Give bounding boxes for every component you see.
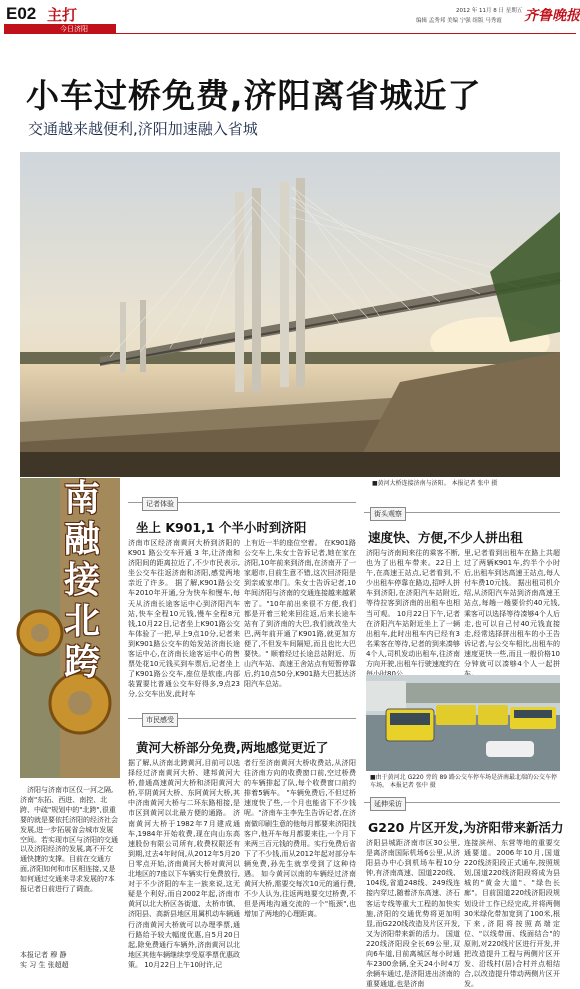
- sidebar-credit-reporter: 本报记者 穆 静: [20, 951, 67, 959]
- section-label: 主打: [47, 6, 78, 24]
- article3-title: 黄河大桥部分免费,两地感觉更近了: [136, 740, 329, 755]
- article2-col2: 里,记者看到出租车在路上共超过了两辆K901车,约半个小时后,出租车到达高速王站点,每人付车费10元钱。 据出租司机介绍,从济阳汽车站到济南高速王站点,每趟一趟要价约40元钱,乘客可以选择等待凑够4个人后走,也可以自己付40元钱直接走,经常选择拼出租车的小王告诉记者,与公交车相比,出租车的速度更快一些,而且一般价格10分钟就可以凑够4个人一起拼: [464, 549, 560, 669]
- sidebar-graphic: [20, 478, 120, 778]
- page-header: [0, 0, 580, 36]
- article4-col2: 连接滨州、东营等地的重要交通要道。2006年10月,国道220线济阳段正式通车,按照规划,国道220线济阳段将成为县城的"黄金大道"、"绿色长廊"。目前国道220线济阳段规划设计工作已经完成,并将两侧30米绿化带加宽到了100米,根下来,济阳将按照高端定位、"以线带面、线面结合"的原则,对220线片区进行开发,并把改造提升工程与两侧片区开发、沿线村(居)合村并点相结合,以改造提升带动两侧片区开发。: [464, 839, 560, 989]
- bus-depot-photo: [366, 675, 560, 771]
- article4-tag: 延伸采访: [370, 797, 406, 811]
- article1-col1: 济南市区经济南黄河大桥到济阳的 K901 路公交车开通 3 年,让济南和济阳间的距离拉近了,不少市民表示,坐公交车往返济南和济阳,感觉两地亲近了许多。 据了解,K901路公交车2010年开通,分为快车和慢车,每天从济南长途客运中心到济阳汽车站,快车全程10元钱,慢车全程8元钱,10月22日,记者坐上K901路公交车体验了一把,早上9点10分,记者来到K901路公交车的始发站济南长途客运中心,在济南长途客运中心的售票处花10元钱买到车票后,记者坐上了K901路公交车,座位是软座,内部装置要比普通公交车好得多,9点23分,公交车出发,此时车: [128, 539, 240, 699]
- bridge-photo: [20, 152, 560, 477]
- editors-line: 编辑 孟秀邦 美编 宁强 组版 马秀霞: [416, 18, 502, 24]
- article2-tag: 街头观察: [370, 507, 406, 521]
- sidebar: [20, 478, 120, 980]
- article1-tag: 记者体验: [142, 497, 178, 511]
- bus-photo-caption: ■由于黄河北 G220 旁的 89 路公交车停车场是济南最北端的公交车停车场。 本报记者 张中 摄: [370, 774, 558, 789]
- article2-title: 速度快、方便,不少人拼出租: [368, 530, 523, 545]
- article3-col1: 据了解,从济南北跨黄河,目前可以选择经过济南黄河大桥、建邦黄河大桥,普通高速黄河大桥和济阳黄河大桥,平阴黄河大桥、东阿黄河大桥,其中济南黄河大桥与二环东路相接,是市区到黄河以北最方便的通路。 济南黄河大桥于1982年7月建成通车,1984年开始收费,现在向山东高速股份有限公司所有,收费权限还有到期,过去4年时间,从2012年5月20日零点开始,济南黄河大桥对黄河以北地区的7座以下车辆实行免费放行,对于不少济阳的车主一族来说,这无疑是个利好,而自2002年起,济南市黄河以北大桥区各街道、太桥市镇、济阳县、高新县地区用属机动车辆通行济南黄河大桥就可以办理季票,通行路给予较大幅度优惠,自5月20日起,除免费通行车辆外,济南黄河以北地区其他车辆继续享受原季票优惠政策。 10月22日上午10时许,记: [128, 759, 240, 969]
- header-rule: [116, 33, 576, 34]
- sidebar-credit-intern: 实 习 生 张超超: [20, 961, 69, 969]
- article3-tag: 市民感受: [142, 713, 178, 727]
- article1-col2: 上有近一半的座位空着。 在K901路公交车上,朱女士告诉记者,她在家在济阳,10年前来到济南,在济南开了一家超市,目前生意不错,这次回济阳是到亲戚家串门。朱女士告诉记者,10年间济阳与济南的交通连接越来越紧密了。"10年前出来很不方便,我们都是开着三轮来回往返,后来长途车站有了到济南的大巴,我们就改坐大巴,两年前开通了K901路,就更加方便了,不但发车间隔短,而且也比大巴要快。" 顺着经过长途总站附近、历山汽车站、高速王舍站点有短暂停靠后,约10点50分,K901路大巴抵达济阳汽车总站。: [244, 539, 356, 689]
- photo-caption: ■黄河大桥连接济南与济阳。 本报记者 张中 摄: [372, 480, 498, 487]
- article1-title: 坐上 K901,1 个半小时到济阳: [136, 520, 307, 535]
- sub-section-label: 今日济阳: [60, 25, 88, 33]
- sidebar-text: 济阳与济南市区仅一河之隔,济南"东拓、西进、南控、北跨、中疏"规划中的"北跨",很重要的就是要依托济阳的经济社会发展,进一步拓展省会城市发展空间。若实现市区与济阳的交通以及济阳经济的发展,离不开交通快捷的支撑。目前在交通方面,济阳如何和市区相连接,又是如何通过交通来寻求发展的?本报记者日前进行了调查。: [20, 786, 118, 894]
- sub-headline: 交通越来越便利,济阳加速融入省城: [28, 120, 258, 138]
- article3-col2: 者行至济南黄河大桥收费站,从济阳往济南方向的收费窗口前,空过桥费的车辆排起了队,每个收费窗口前约排着5辆车。 "车辆免费后,不但过桥速度快了些,一个月也能省下不少钱呢。"济南车主李先生告诉记者,在济南做印刷生意的他每月都要来济阳找客户,他开车每月都要来往,一个月下来两三百元钱的费用。实行免费后省下了不少钱,而从2012年起对部分车辆免费,孙先生就享受到了这种待遇。 如今黄河以南的车辆经过济南黄河大桥,需要交每次10元的通行费,不少人认为,往返两地要交过桥费,不但是两地沟通交流的一个"瓶颈",也增加了两地的心理距离。: [244, 759, 356, 919]
- issue-date: 2012 年 11月 8 日 星期五: [456, 8, 523, 14]
- article4-title: G220 片区开发,为济阳带来新活力: [368, 820, 564, 835]
- sidebar-credit: [20, 950, 120, 970]
- page-code: E02: [6, 4, 37, 23]
- article4-col1: 济阳县城距济南市区30公里,是离济南国际机场6公里,从济阳县办中心到机场车程10分钟,有济南高速、国道220线、104线,省道248线、249线连接内穿过,随着济东高速、济石客运专线等重大工程的加快实施,济阳的交通优势将更加明显,而G220线改造及片区开发,又为济阳带来新的活力。 国道220线济阳段全长69公里,双向6车道,目前离城区每小时通车2300余辆,全天24小时4万余辆车通过,是济阳进出济南的重要通道,也是济南: [366, 839, 460, 989]
- newspaper-logo: 齐鲁晚报: [524, 8, 580, 24]
- headline: 小车过桥免费,济阳离省城近了: [26, 76, 482, 115]
- article2-col1: 济阳与济南间来往的乘客不断,也为了出租车带来。22日上午,在高速王站点,记者看到,不少出租车停靠在路边,招呼人拼车到济阳,在济阳汽车站附近,等待拉客到济南的出租车也相当可观。 10月22日下午,记者在济阳汽车站附近坐上了一辆出租车,此时出租车内已经有3名乘客在等待,记者的到来凑够4个人,司机发动出租车,往济南方向开驶,出租车行驶速度约在: [366, 549, 460, 669]
- sidebar-vertical-title: 南融接北跨: [63, 477, 100, 683]
